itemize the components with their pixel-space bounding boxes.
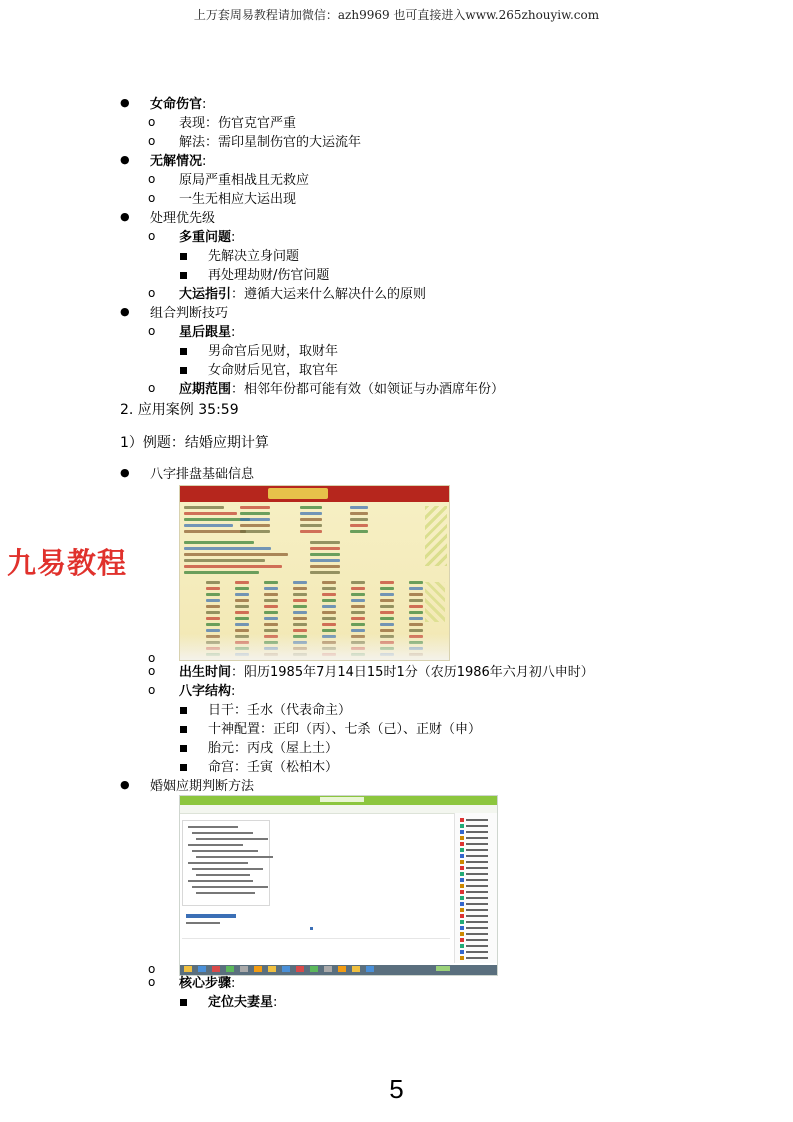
blurred-text xyxy=(235,623,249,626)
blurred-text xyxy=(460,890,464,894)
bullet-hollow: o xyxy=(148,664,156,678)
blurred-text xyxy=(322,623,336,626)
blurred-text xyxy=(300,518,322,521)
range-item xyxy=(179,381,504,399)
blurred-text xyxy=(206,611,220,614)
blurred-text xyxy=(460,896,464,900)
blurred-text xyxy=(184,512,237,515)
blurred-text xyxy=(310,547,340,550)
blurred-text xyxy=(310,553,340,556)
blurred-text xyxy=(192,832,253,834)
bullet-hollow: o xyxy=(148,115,156,129)
blurred-text xyxy=(186,922,220,924)
blurred-text xyxy=(293,587,307,590)
bazi-chart-screenshot xyxy=(179,485,450,661)
blurred-text xyxy=(460,932,464,936)
blurred-text xyxy=(466,855,488,857)
blurred-text xyxy=(184,553,288,556)
blurred-text xyxy=(409,611,423,614)
structure-sub: 十神配置：正印（丙）、七杀（己）、正财（申） xyxy=(208,722,482,737)
page-number: 5 xyxy=(389,1074,404,1104)
bullet-filled: ● xyxy=(120,96,130,109)
title: 无解情况 xyxy=(150,154,203,169)
blurred-text xyxy=(264,593,278,596)
blurred-text xyxy=(460,836,464,840)
blurred-text xyxy=(206,605,220,608)
female-sub-item xyxy=(179,134,361,152)
blurred-text xyxy=(196,838,268,840)
app-title-bar xyxy=(180,796,497,805)
blurred-text xyxy=(460,854,464,858)
title: 定位夫妻星 xyxy=(208,995,274,1010)
blurred-text xyxy=(466,837,488,839)
blurred-text xyxy=(351,593,365,596)
star-sub: 女命财后见官，取官年 xyxy=(208,363,339,378)
blurred-text xyxy=(380,599,394,602)
blurred-text xyxy=(240,506,270,509)
blurred-text xyxy=(466,819,488,821)
bullet-square xyxy=(180,253,187,260)
colon: : xyxy=(273,995,278,1010)
blurred-text xyxy=(466,849,488,851)
blurred-text xyxy=(350,506,368,509)
blurred-text xyxy=(460,908,464,912)
blurred-text xyxy=(206,587,220,590)
decorative-pattern xyxy=(425,506,447,566)
blurred-text xyxy=(350,524,368,527)
bullet-hollow: o xyxy=(148,286,156,300)
blurred-text xyxy=(351,605,365,608)
blurred-text xyxy=(310,559,340,562)
example-heading: 1）例题：结婚应期计算 xyxy=(120,435,269,451)
blurred-text xyxy=(310,565,340,568)
blurred-text xyxy=(264,587,278,590)
blurred-text xyxy=(460,830,464,834)
blurred-text xyxy=(264,611,278,614)
app-input-area xyxy=(182,938,450,953)
colon: : xyxy=(231,230,236,245)
blurred-text xyxy=(196,856,273,858)
colon: : xyxy=(231,684,236,699)
blurred-text xyxy=(466,831,488,833)
blurred-text xyxy=(409,605,423,608)
blurred-text xyxy=(235,629,249,632)
blurred-text xyxy=(300,530,322,533)
blurred-text xyxy=(310,541,340,544)
blurred-text xyxy=(184,547,271,550)
blurred-text xyxy=(351,581,365,584)
structure-item xyxy=(179,683,235,701)
blurred-text xyxy=(226,966,234,972)
chart-logo xyxy=(268,488,328,499)
blurred-text xyxy=(293,605,307,608)
blurred-text xyxy=(460,866,464,870)
blurred-text xyxy=(184,966,192,972)
blurred-text xyxy=(338,966,346,972)
bullet-filled: ● xyxy=(120,778,130,791)
page-header-ad: 上万套周易教程请加微信：azh9969 也可直接进入www.265zhouyiw.com xyxy=(193,8,600,22)
bullet-hollow: o xyxy=(148,134,156,148)
title: 应期范围 xyxy=(179,382,232,397)
blurred-text xyxy=(380,581,394,584)
blurred-text xyxy=(409,617,423,620)
app-menu-bar xyxy=(180,805,497,814)
blurred-text xyxy=(380,629,394,632)
blurred-text xyxy=(409,629,423,632)
blurred-text xyxy=(460,860,464,864)
blurred-text xyxy=(293,617,307,620)
blurred-text xyxy=(206,629,220,632)
blurred-text xyxy=(235,599,249,602)
blurred-text xyxy=(264,617,278,620)
no-solution-sub: 一生无相应大运出现 xyxy=(179,192,297,207)
blurred-text xyxy=(206,581,220,584)
label: 表现 xyxy=(179,116,206,131)
blurred-text xyxy=(184,565,282,568)
blurred-text xyxy=(436,966,450,971)
blurred-text xyxy=(350,512,368,515)
blurred-text xyxy=(240,530,270,533)
blurred-text xyxy=(380,623,394,626)
combo-item: 组合判断技巧 xyxy=(150,306,229,321)
multi-sub: 先解决立身问题 xyxy=(208,249,300,264)
blurred-text xyxy=(351,623,365,626)
blurred-text xyxy=(351,587,365,590)
blurred-text xyxy=(466,825,488,827)
chart-header-bar xyxy=(180,486,449,502)
blurred-text xyxy=(322,581,336,584)
blurred-text xyxy=(352,966,360,972)
watermark-logo: 九易教程 xyxy=(7,546,128,580)
blurred-text xyxy=(235,617,249,620)
app-title xyxy=(320,797,364,802)
title: 核心步骤 xyxy=(179,976,232,991)
software-screenshot xyxy=(179,795,498,976)
blurred-text xyxy=(192,886,268,888)
blurred-text xyxy=(460,848,464,852)
blurred-text xyxy=(184,524,233,527)
blurred-text xyxy=(188,880,253,882)
label: 解法 xyxy=(179,135,206,150)
blurred-text xyxy=(293,611,307,614)
blurred-text xyxy=(322,617,336,620)
female-hurting-officer-item xyxy=(150,96,206,114)
blurred-text xyxy=(466,927,488,929)
blurred-text xyxy=(282,966,290,972)
blurred-text xyxy=(460,824,464,828)
blurred-text xyxy=(409,593,423,596)
blurred-text xyxy=(466,861,488,863)
bullet-square xyxy=(180,272,187,279)
bullet-hollow: o xyxy=(148,229,156,243)
blurred-text xyxy=(409,623,423,626)
star-item xyxy=(179,324,235,342)
blurred-text xyxy=(300,506,322,509)
blurred-text xyxy=(310,966,318,972)
blurred-text xyxy=(466,873,488,875)
blurred-text xyxy=(240,966,248,972)
blurred-text xyxy=(206,593,220,596)
blurred-text xyxy=(240,518,270,521)
blurred-text xyxy=(466,957,488,959)
blurred-text xyxy=(460,842,464,846)
multi-problem-item xyxy=(179,229,235,247)
blurred-text xyxy=(198,966,206,972)
blurred-text xyxy=(409,587,423,590)
bullet-hollow: o xyxy=(148,683,156,697)
blurred-text xyxy=(322,593,336,596)
priority-item: 处理优先级 xyxy=(150,211,216,226)
blurred-text xyxy=(293,623,307,626)
bullet-square xyxy=(180,707,187,714)
blurred-text xyxy=(466,843,488,845)
blurred-text xyxy=(366,966,374,972)
bullet-hollow: o xyxy=(148,962,156,976)
blurred-text xyxy=(264,605,278,608)
blurred-text xyxy=(264,623,278,626)
blurred-text xyxy=(351,611,365,614)
blurred-text xyxy=(322,629,336,632)
structure-sub: 胎元：丙戌（屋上土） xyxy=(208,741,339,756)
bazi-info-item: 八字排盘基础信息 xyxy=(150,467,255,482)
blurred-text xyxy=(322,605,336,608)
blurred-text xyxy=(466,933,488,935)
blurred-text xyxy=(350,518,368,521)
chart-fade xyxy=(180,634,449,660)
bullet-square xyxy=(180,764,187,771)
blurred-text xyxy=(184,541,254,544)
blurred-text xyxy=(351,599,365,602)
bullet-hollow: o xyxy=(148,651,156,665)
blurred-text xyxy=(466,867,488,869)
blurred-text xyxy=(466,891,488,893)
blurred-text xyxy=(293,593,307,596)
blurred-text xyxy=(235,611,249,614)
blurred-text xyxy=(235,605,249,608)
locate-spouse-item xyxy=(208,994,277,1012)
blurred-text xyxy=(240,524,270,527)
blurred-text xyxy=(184,559,265,562)
bullet-hollow: o xyxy=(148,381,156,395)
blurred-text xyxy=(409,599,423,602)
blurred-text xyxy=(322,587,336,590)
bullet-filled: ● xyxy=(120,466,130,479)
blurred-text xyxy=(351,617,365,620)
blurred-text xyxy=(264,629,278,632)
bullet-square xyxy=(180,999,187,1006)
blurred-text xyxy=(268,966,276,972)
blurred-text xyxy=(460,818,464,822)
blurred-text xyxy=(460,938,464,942)
blurred-text xyxy=(466,879,488,881)
bullet-hollow: o xyxy=(148,172,156,186)
bullet-hollow: o xyxy=(148,191,156,205)
blurred-text xyxy=(188,862,248,864)
birth-item xyxy=(179,664,594,682)
blurred-text xyxy=(300,524,322,527)
blurred-text xyxy=(460,914,464,918)
blurred-text xyxy=(206,617,220,620)
blurred-text xyxy=(206,599,220,602)
blurred-text xyxy=(460,884,464,888)
core-steps-item xyxy=(179,975,235,993)
blurred-text xyxy=(380,611,394,614)
blurred-text xyxy=(466,939,488,941)
bullet-hollow: o xyxy=(148,975,156,989)
text: ：伤官克官严重 xyxy=(205,116,297,131)
text: ：阳历1985年7月14日15时1分（农历1986年六月初八申时） xyxy=(231,665,594,680)
blurred-text xyxy=(466,945,488,947)
blurred-text xyxy=(196,892,255,894)
blurred-text xyxy=(254,966,262,972)
blurred-text xyxy=(264,581,278,584)
blurred-text xyxy=(460,920,464,924)
marriage-method-item: 婚姻应期判断方法 xyxy=(150,779,255,794)
blurred-text xyxy=(184,506,224,509)
bullet-filled: ● xyxy=(120,210,130,223)
blurred-text xyxy=(235,581,249,584)
title: 八字结构 xyxy=(179,684,232,699)
decorative-pattern xyxy=(425,582,445,622)
blurred-text xyxy=(184,530,246,533)
blurred-text xyxy=(184,571,259,574)
blurred-text xyxy=(460,944,464,948)
blurred-text xyxy=(235,587,249,590)
colon: : xyxy=(202,97,207,112)
bullet-filled: ● xyxy=(120,153,130,166)
multi-sub: 再处理劫财/伤官问题 xyxy=(208,268,330,283)
blurred-text xyxy=(293,629,307,632)
blurred-text xyxy=(380,587,394,590)
blurred-text xyxy=(235,593,249,596)
blurred-text xyxy=(322,599,336,602)
bullet-square xyxy=(180,367,187,374)
blurred-text xyxy=(310,571,340,574)
blurred-text xyxy=(409,581,423,584)
bullet-square xyxy=(180,348,187,355)
case-heading: 2. 应用案例 35:59 xyxy=(120,402,239,418)
colon: : xyxy=(231,325,236,340)
blurred-text xyxy=(460,956,464,960)
colon: : xyxy=(202,154,207,169)
star-sub: 男命官后见财，取财年 xyxy=(208,344,339,359)
title: 多重问题 xyxy=(179,230,232,245)
title: 大运指引 xyxy=(179,287,232,302)
blurred-text xyxy=(264,599,278,602)
blurred-text xyxy=(466,885,488,887)
blurred-text xyxy=(466,909,488,911)
blurred-text xyxy=(460,902,464,906)
blurred-text xyxy=(212,966,220,972)
title: 出生时间 xyxy=(179,665,232,680)
no-solution-item xyxy=(150,153,206,171)
female-sub-item xyxy=(179,115,296,133)
blurred-text xyxy=(322,611,336,614)
bullet-square xyxy=(180,745,187,752)
structure-sub: 命宫：壬寅（松柏木） xyxy=(208,760,339,775)
bullet-hollow: o xyxy=(148,324,156,338)
blurred-text xyxy=(188,844,243,846)
text: ：遵循大运来什么解决什么的原则 xyxy=(231,287,427,302)
blurred-text xyxy=(466,951,488,953)
blurred-text xyxy=(188,826,238,828)
blurred-text xyxy=(380,593,394,596)
blurred-text xyxy=(293,599,307,602)
no-solution-sub: 原局严重相战且无救应 xyxy=(179,173,310,188)
blurred-text xyxy=(206,623,220,626)
blurred-text xyxy=(466,897,488,899)
text: ：需印星制伤官的大运流年 xyxy=(205,135,362,150)
bullet-filled: ● xyxy=(120,305,130,318)
blurred-text xyxy=(324,966,332,972)
title: 星后跟星 xyxy=(179,325,232,340)
blurred-text xyxy=(460,950,464,954)
blurred-text xyxy=(380,605,394,608)
text: ：相邻年份都可能有效（如领证与办酒席年份） xyxy=(231,382,505,397)
blurred-text xyxy=(196,874,250,876)
structure-sub: 日干：壬水（代表命主） xyxy=(208,703,352,718)
blurred-text xyxy=(296,966,304,972)
blurred-text xyxy=(350,530,368,533)
blurred-text xyxy=(192,868,263,870)
bullet-square xyxy=(180,726,187,733)
dayun-item xyxy=(179,286,426,304)
blurred-text xyxy=(460,872,464,876)
blurred-text xyxy=(240,512,270,515)
blurred-text xyxy=(460,878,464,882)
blurred-text xyxy=(300,512,322,515)
blurred-text xyxy=(466,921,488,923)
colon: : xyxy=(231,976,236,991)
female-title: 女命伤官 xyxy=(150,97,203,112)
blurred-text xyxy=(192,850,258,852)
blurred-text xyxy=(380,617,394,620)
blurred-text xyxy=(186,914,236,918)
blurred-text xyxy=(351,629,365,632)
blurred-text xyxy=(310,927,313,930)
blurred-text xyxy=(460,926,464,930)
blurred-text xyxy=(466,915,488,917)
blurred-text xyxy=(466,903,488,905)
blurred-text xyxy=(293,581,307,584)
